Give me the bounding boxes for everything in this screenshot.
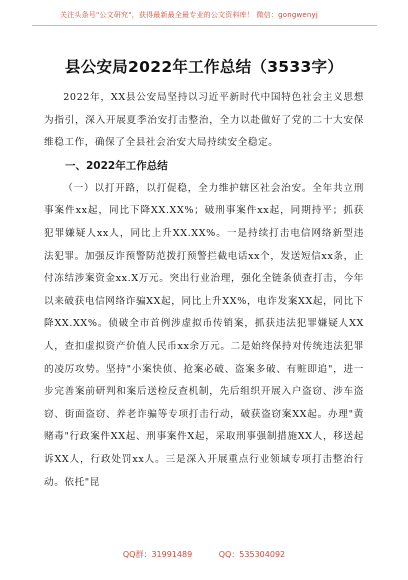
header-divider (32, 25, 377, 26)
footer-qq-group: QQ群：31991489 (122, 550, 193, 559)
section-paragraph: （一）以打开路，以打促稳，全力维护辖区社会治安。全年共立刑事案件xx起，同比下降XX.XX%；破刑事案件xx起，同期持平；抓获犯罪嫌疑人xx人，同比上升XX.XX%。一是持续打击电信网络新型违法犯罪。加强反诈预警防范拨打预警拦截电话xx个，发送短信xx条，止付冻结涉案资金xx.X万元。突出行业治理，强化全链条侦查打击，今年以来破获电信网络诈骗XX起，同比上升XX%，电诈发案XX起，同比下降XX.XX%。侦破全市首例涉虚拟币传销案，抓获违法犯罪嫌疑人XX人，查扣虚拟资产价值人民币xx余万元。二是始终保持对传统违法犯罪的凌厉攻势。坚持"小案快侦、抢案必破、盗案多破、有赃即追"，进一步完善案前研判和案后送检反查机制，先后组织开展入户盗窃、涉车盗窃、街面盗窃、养老诈骗等专项打击行动，破获盗窃案XX起。办理"黄赌毒"行政案件XX起、刑事案件X起，采取刑事强制措施XX人，移送起诉XX人，行政处罚xx人。三是深入开展重点行业领域专项打击整治行动。依托"昆 (44, 182, 364, 488)
intro-paragraph: 2022年，XX县公安局坚持以习近平新时代中国特色社会主义思想为指引，深入开展夏季治安打击整治，全力以赴做好了党的二十大安保维稳工作，确保了全县社会治安大局持续安全稳定。 (44, 92, 364, 149)
footer (0, 549, 408, 560)
header-banner: 关注头条号"公文研究"，获得最新最全最专业的公文资料库！ 微信：gongwenyj (60, 11, 319, 19)
document-body (44, 87, 364, 494)
footer-qq: QQ：535304092 (218, 550, 286, 559)
section-heading: 一、2022年工作总结 (65, 159, 168, 172)
page-title: 县公安局2022年工作总结（3533字） (64, 58, 344, 76)
